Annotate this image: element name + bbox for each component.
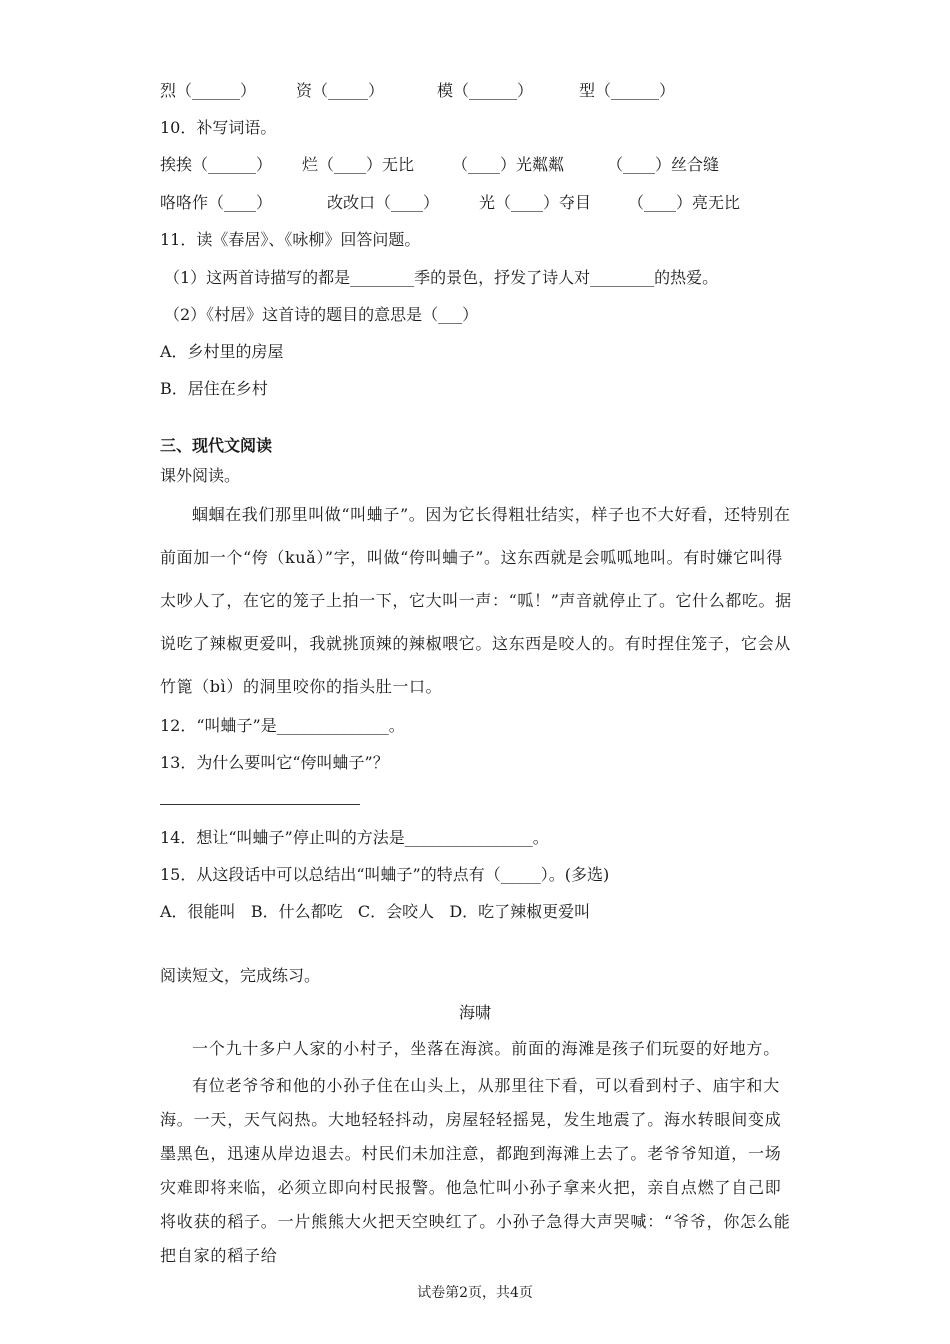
question-15-options: A．很能叫 B．什么都吃 C．会咬人 D．吃了辣椒更爱叫 bbox=[160, 902, 591, 921]
reading-intro: 课外阅读。 bbox=[160, 466, 241, 485]
section-heading: 三、现代文阅读 bbox=[160, 436, 273, 455]
passage-title: 海啸 bbox=[458, 1003, 491, 1022]
fill-item-zi: 资（_____） bbox=[296, 81, 385, 100]
page-footer: 试卷第2页，共4页 bbox=[417, 1285, 533, 1301]
fill-item-xing: 型（______） bbox=[579, 81, 676, 100]
q10-item: 改改口（____） bbox=[327, 193, 440, 212]
question-12: 12．“叫蛐子”是______________。 bbox=[160, 716, 405, 735]
answer-line bbox=[160, 804, 360, 805]
question-11-sub1: （1）这两首诗描写的都是________季的景色，抒发了诗人对________的热爱。 bbox=[164, 268, 719, 287]
question-15: 15．从这段话中可以总结出“叫蛐子”的特点有（_____）。(多选) bbox=[160, 865, 610, 884]
q10-item: 咯咯作（____） bbox=[160, 193, 273, 212]
q10-item: 挨挨（______） bbox=[160, 155, 273, 174]
reading2-intro: 阅读短文，完成练习。 bbox=[160, 966, 321, 985]
q10-item: （____）丝合缝 bbox=[607, 155, 720, 174]
option-b: B．居住在乡村 bbox=[160, 379, 268, 398]
question-10-title: 10．补写词语。 bbox=[160, 118, 277, 137]
q10-item: 光（____）夺目 bbox=[479, 193, 592, 212]
reading-passage: 蝈蝈在我们那里叫做“叫蛐子”。因为它长得粗壮结实，样子也不大好看，还特别在前面加一个“侉（kuǎ）”字，叫做“侉叫蛐子”。这东西就是会呱呱地叫。有时嫌它叫得太吵人了，在它的笼子上拍一下，它大叫一声：“呱！”声音就停止了。它什么都吃。据说吃了辣椒更爱叫，我就挑顶辣的辣椒喂它。这东西是咬人的。有时捏住笼子，它会从竹篦（bì）的洞里咬你的指头肚一口。 bbox=[160, 505, 792, 696]
question-13: 13．为什么要叫它“侉叫蛐子”？ bbox=[160, 753, 389, 772]
passage-paragraph-1: 一个九十多户人家的小村子，坐落在海滨。前面的海滩是孩子们玩耍的好地方。 bbox=[192, 1039, 781, 1058]
question-14: 14．想让“叫蛐子”停止叫的方法是________________。 bbox=[160, 828, 549, 847]
fill-item-lie: 烈（______） bbox=[160, 81, 257, 100]
fill-item-mo: 模（______） bbox=[437, 81, 534, 100]
question-11-sub2: （2）《村居》这首诗的题目的意思是（___） bbox=[164, 305, 479, 324]
q10-item: （____）光粼粼 bbox=[452, 155, 565, 174]
option-a: A．乡村里的房屋 bbox=[160, 342, 284, 361]
q10-item: （____）亮无比 bbox=[628, 193, 741, 212]
passage-paragraph-2: 有位老爷爷和他的小孙子住在山头上，从那里往下看，可以看到村子、庙宇和大海。一天，天气闷热。大地轻轻抖动，房屋轻轻摇晃，发生地震了。海水转眼间变成墨黑色，迅速从岸边退去。村民们未加注意，都跑到海滩上去了。老爷爷知道，一场灾难即将来临，必须立即向村民报警。他急忙叫小孙子拿来火把，亲自点燃了自己即将收获的稻子。一片熊熊大火把天空映红了。小孙子急得大声哭喊：“爷爷，你怎么能把自家的稻子给 bbox=[160, 1076, 791, 1265]
question-11-title: 11．读《春居》、《咏柳》回答问题。 bbox=[160, 230, 421, 249]
q10-item: 烂（____）无比 bbox=[302, 155, 415, 174]
